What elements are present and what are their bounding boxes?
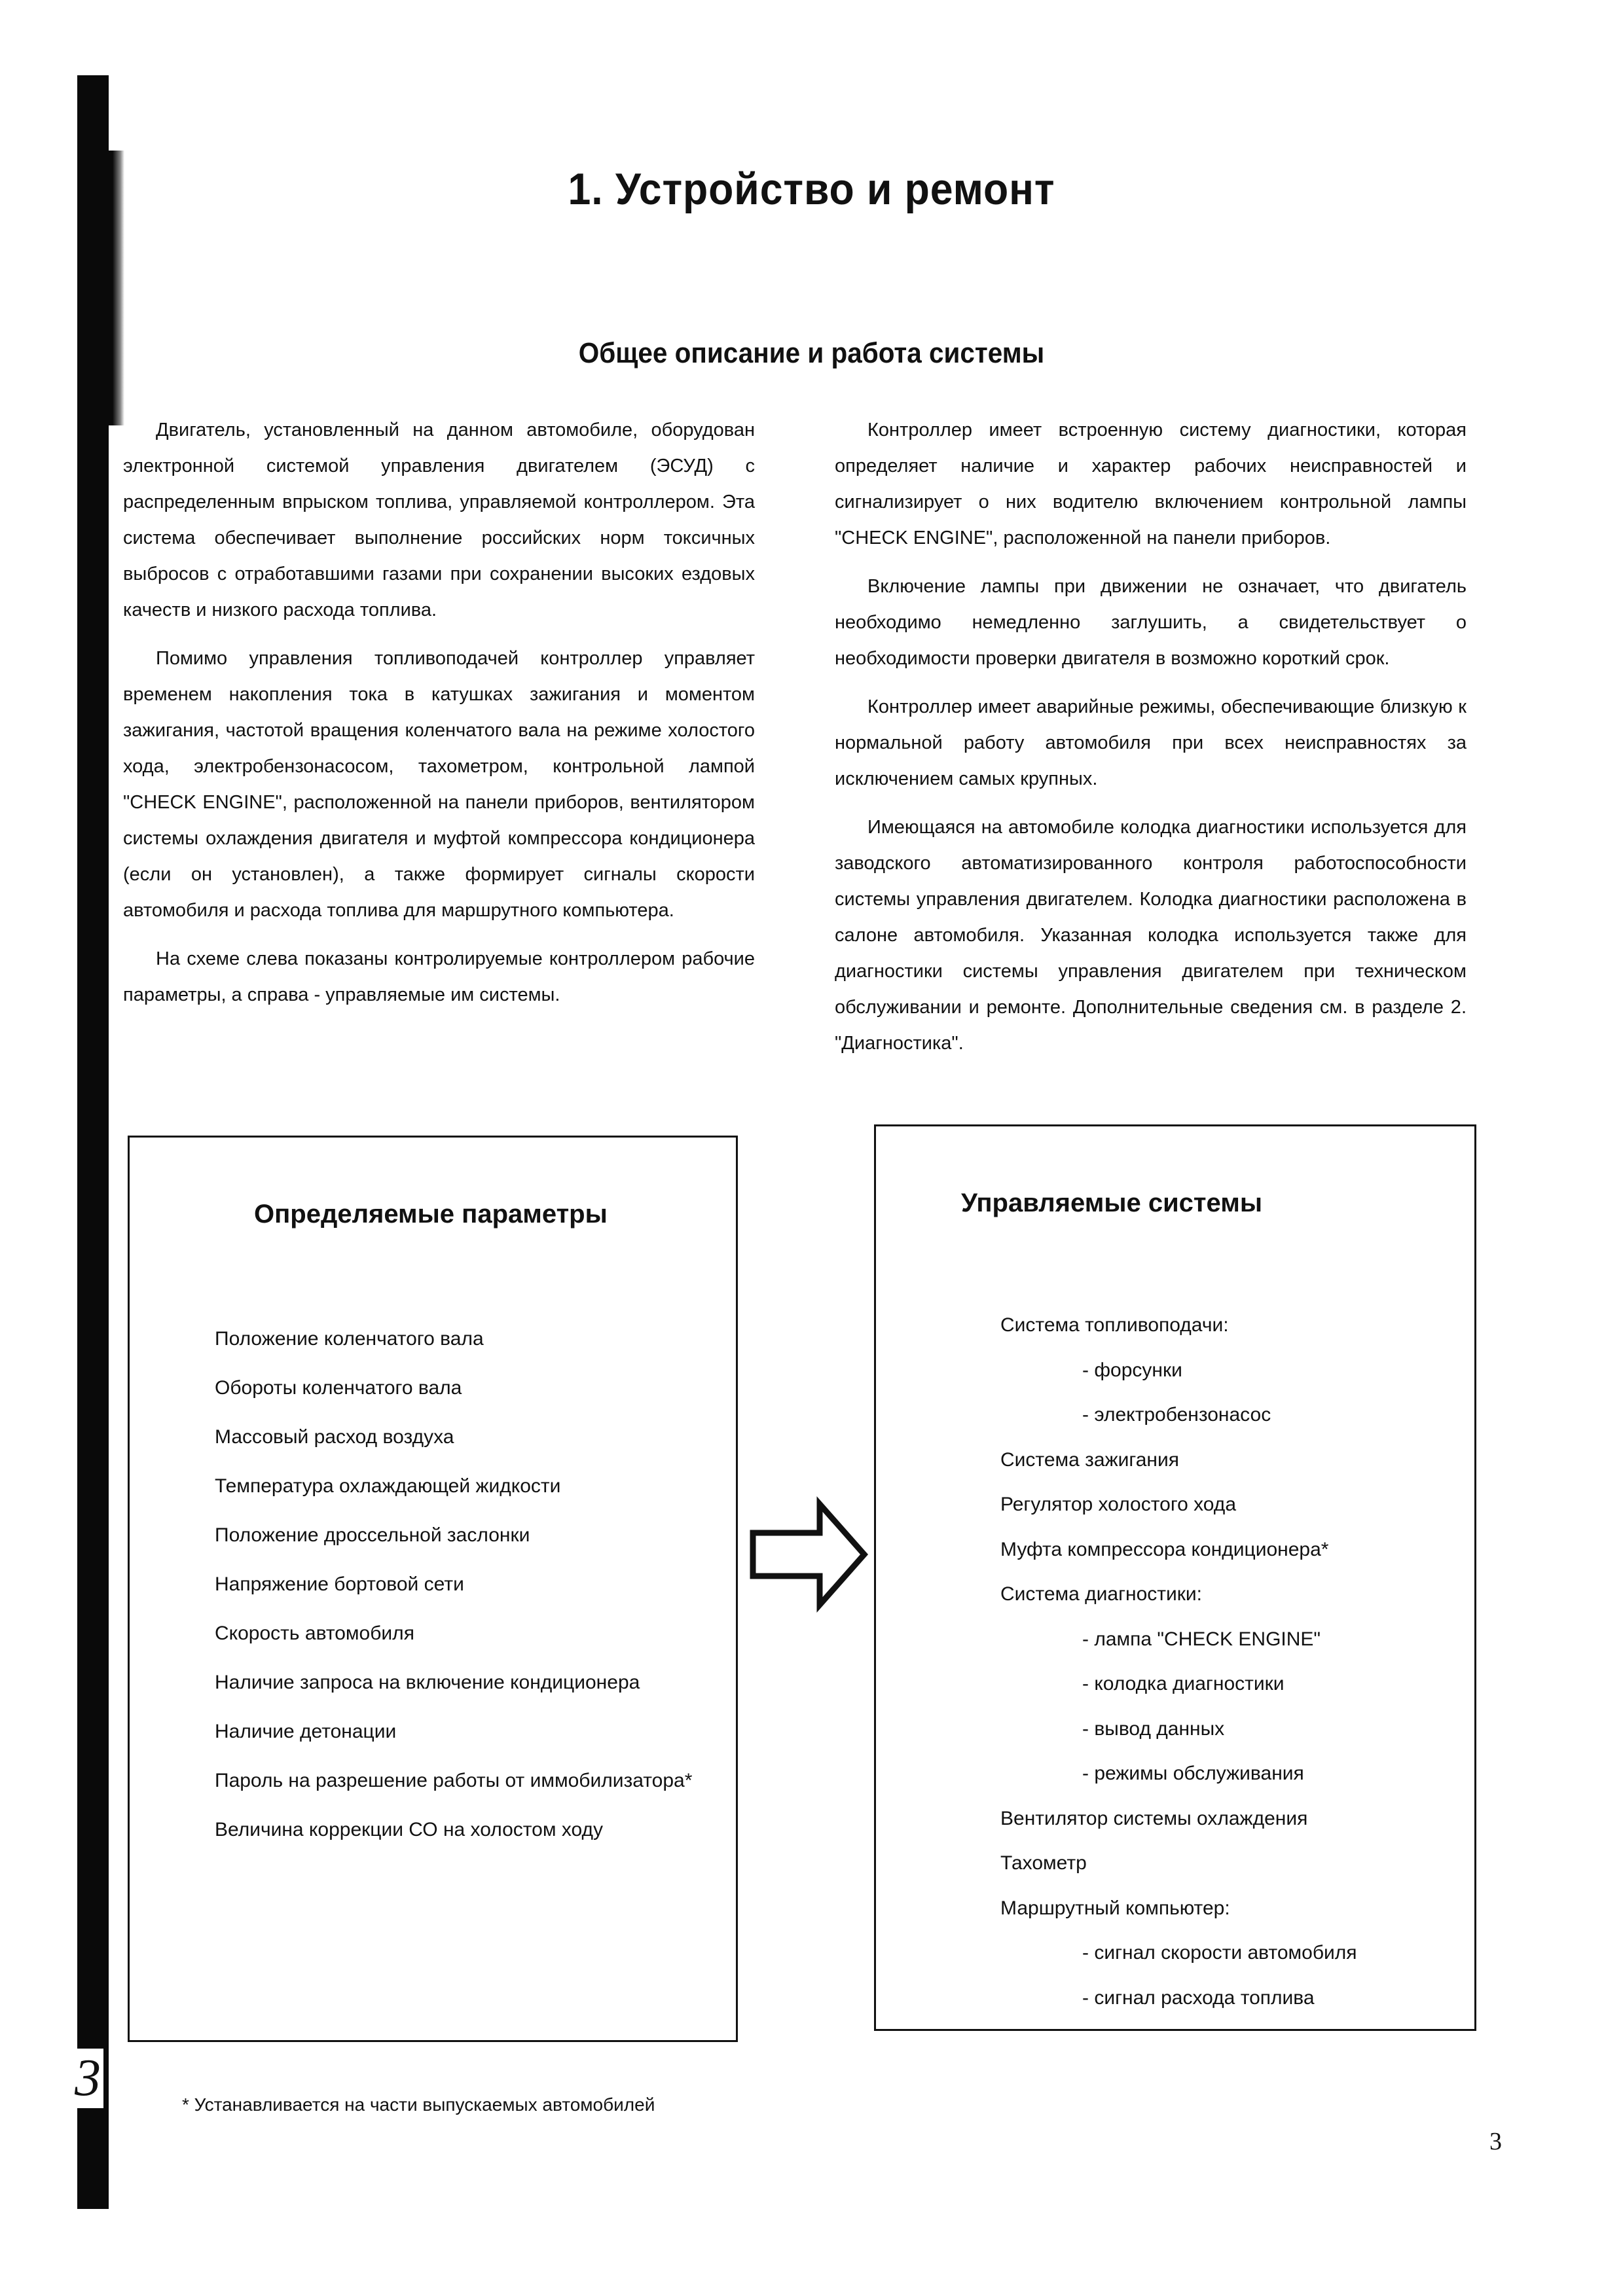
parameters-box <box>128 1136 738 2042</box>
paragraph: Двигатель, установленный на данном автомобиле, оборудован электронной системой управления двигателем (ЭСУД) с распределенным впрыском топлива, управляемой контроллером. Эта система обеспечивает выполнение российских норм токсичных выбросов с отработавшими газами при сохранении высоких ездовых качеств и низкого расхода топлива. <box>123 420 755 620</box>
list-item: Наличие детонации <box>215 1721 397 1742</box>
list-subitem: - электробензонасос <box>1082 1404 1271 1426</box>
page-number: 3 <box>1489 2128 1502 2155</box>
list-item: Муфта компрессора кондиционера* <box>1000 1538 1329 1560</box>
list-subitem: - режимы обслуживания <box>1082 1763 1304 1784</box>
footnote: * Устанавливается на части выпускаемых автомобилей <box>182 2094 655 2115</box>
list-item: Наличие запроса на включение кондиционера <box>215 1672 640 1693</box>
list-item: Вентилятор системы охлаждения <box>1000 1807 1308 1829</box>
margin-section-number: 3 <box>72 2049 103 2108</box>
parameters-list <box>215 1314 692 1854</box>
list-item: Система диагностики: <box>1000 1583 1203 1605</box>
paragraph: На схеме слева показаны контролируемые контроллером рабочие параметры, а справа - управляемые им системы. <box>123 948 755 1005</box>
section-title: Общее описание и работа системы <box>578 337 1045 369</box>
paragraph: Помимо управления топливоподачей контроллер управляет временем накопления тока в катушках зажигания и моментом зажигания, частотой вращения коленчатого вала на режиме холостого хода, электробензонасосом, тахометром, контрольной лампой "CHECK ENGINE", расположенной на панели приборов, вентилятором системы охлаждения двигателя и муфтой компрессора кондиционера (если он установлен), а также формирует сигналы скорости автомобиля и расхода топлива для маршрутного компьютера. <box>123 648 755 921</box>
list-subitem: - сигнал скорости автомобиля <box>1082 1942 1357 1964</box>
list-item: Тахометр <box>1000 1852 1087 1874</box>
list-subitem: - сигнал расхода топлива <box>1082 1986 1315 2009</box>
list-subitem: - лампа "CHECK ENGINE" <box>1082 1628 1321 1650</box>
list-item: Скорость автомобиля <box>215 1623 414 1644</box>
paragraph: Контроллер имеет аварийные режимы, обеспечивающие близкую к нормальной работу автомобиля при всех неисправностях за исключением самых крупных. <box>835 696 1467 789</box>
left-text-column <box>123 412 755 1026</box>
list-subitem: - вывод данных <box>1082 1717 1225 1740</box>
right-text-column <box>835 412 1467 1074</box>
list-item: Массовый расход воздуха <box>215 1426 454 1448</box>
list-item: Величина коррекции СО на холостом ходу <box>215 1819 604 1840</box>
parameters-box-title: Определяемые параметры <box>254 1200 608 1229</box>
list-subitem: - колодка диагностики <box>1082 1673 1285 1695</box>
list-item: Регулятор холостого хода <box>1000 1494 1236 1515</box>
systems-list <box>1000 1303 1357 2020</box>
list-item: Система зажигания <box>1000 1448 1179 1471</box>
systems-box-title: Управляемые системы <box>961 1189 1262 1217</box>
list-item: Обороты коленчатого вала <box>215 1377 462 1399</box>
systems-box <box>874 1124 1476 2031</box>
paragraph: Включение лампы при движении не означает, что двигатель необходимо немедленно заглушить, а свидетельствует о необходимости проверки двигателя в возможно короткий срок. <box>835 576 1467 669</box>
right-arrow-icon <box>746 1492 871 1617</box>
list-item: Пароль на разрешение работы от иммобилизатора* <box>215 1770 693 1791</box>
list-item: Положение дроссельной заслонки <box>215 1524 530 1546</box>
list-item: Маршрутный компьютер: <box>1000 1897 1230 1919</box>
list-item: Температура охлаждающей жидкости <box>215 1475 561 1497</box>
paragraph: Контроллер имеет встроенную систему диагностики, которая определяет наличие и характер рабочих неисправностей и сигнализирует о них водителю включением контрольной лампы "CHECK ENGINE", расположенной на панели приборов. <box>835 420 1467 548</box>
page-title: 1. Устройство и ремонт <box>568 164 1055 214</box>
paragraph: Имеющаяся на автомобиле колодка диагностики используется для заводского автоматизированного контроля работоспособности системы управления двигателем. Колодка диагностики расположена в салоне автомобиля. Указанная колодка используется также для диагностики системы управления двигателем при техническом обслуживании и ремонте. Дополнительные сведения см. в разделе 2. "Диагностика". <box>835 817 1467 1054</box>
list-item: Положение коленчатого вала <box>215 1328 484 1350</box>
list-subitem: - форсунки <box>1082 1359 1182 1381</box>
list-item: Напряжение бортовой сети <box>215 1573 464 1595</box>
list-item: Система топливоподачи: <box>1000 1314 1229 1336</box>
